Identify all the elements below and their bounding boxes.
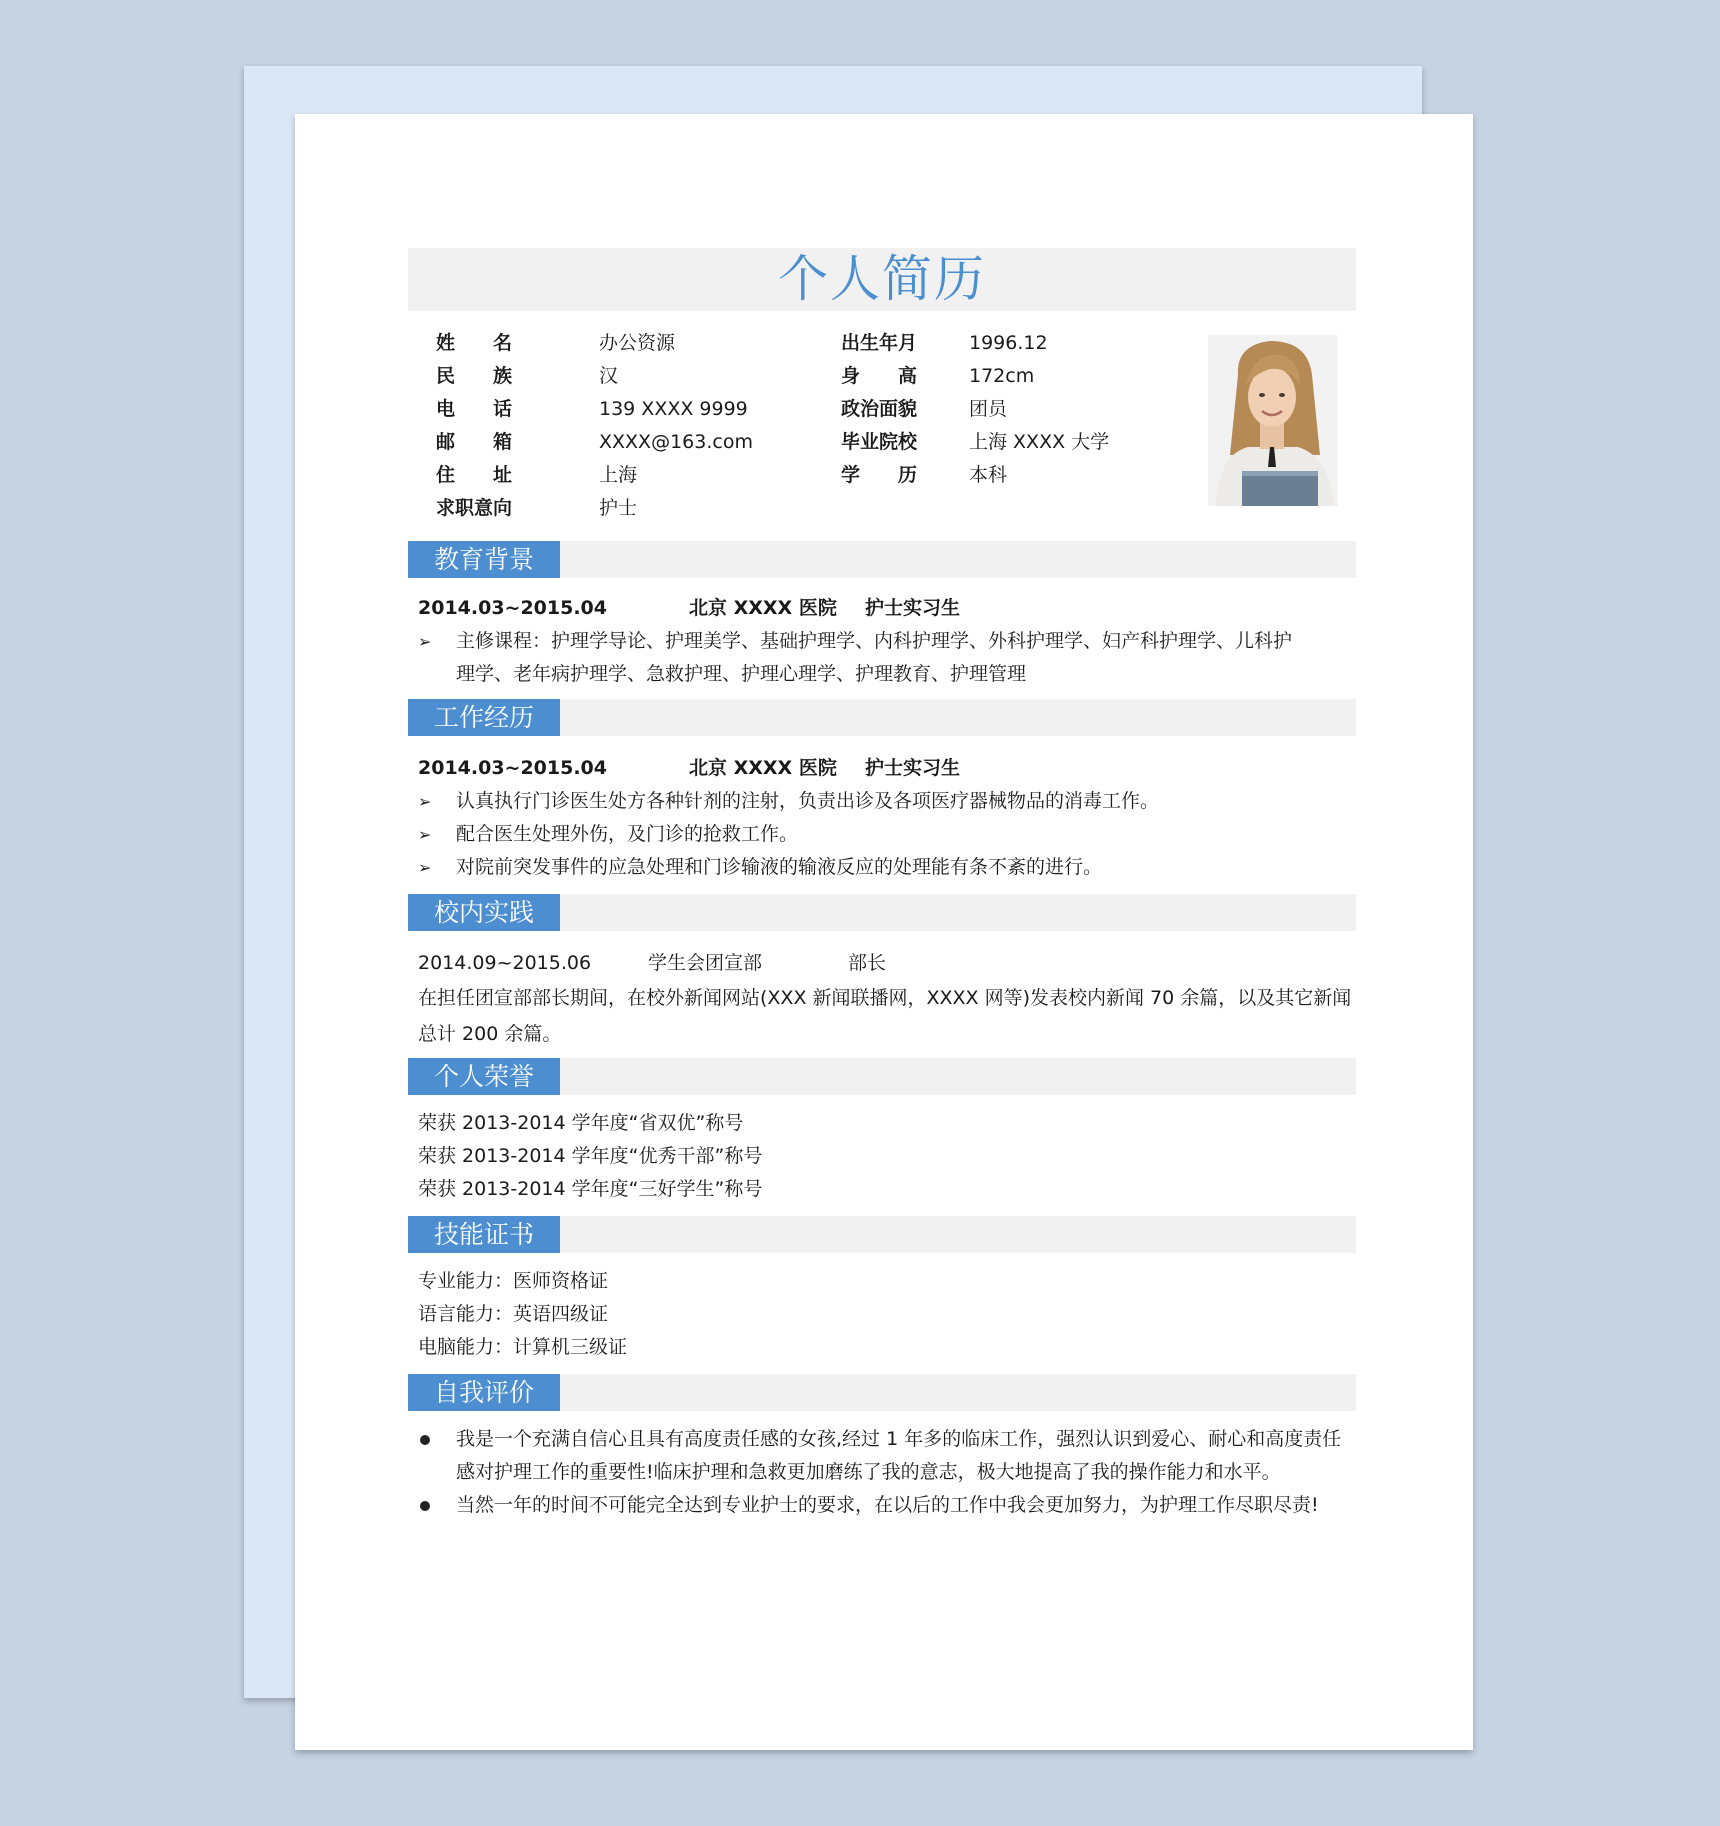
info-label: 政治面貌 <box>841 398 918 420</box>
self-eval-text: 感对护理工作的重要性!临床护理和急救更加磨练了我的意志，极大地提高了我的操作能力和水平。 <box>456 1461 1281 1483</box>
section-header-campus <box>408 894 1356 931</box>
work-entry-header <box>418 752 1356 785</box>
work-duty: 对院前突发事件的应急处理和门诊输液的输液反应的处理能有条不紊的进行。 <box>456 856 1103 878</box>
list-item <box>418 818 1356 851</box>
info-value: XXXX@163.com <box>599 431 753 453</box>
entry-role: 护士实习生 <box>865 597 961 619</box>
self-eval-text: 当然一年的时间不可能完全达到专业护士的要求，在以后的工作中我会更加努力，为护理工作尽职尽责! <box>456 1494 1319 1516</box>
info-value: 172cm <box>969 365 1035 387</box>
list-item-continuation <box>418 658 1356 691</box>
honors-block <box>408 1107 1356 1206</box>
section-header-education <box>408 541 1356 578</box>
info-value: 本科 <box>969 464 1008 486</box>
campus-entry-header <box>418 947 1356 980</box>
entry-org: 学生会团宣部 <box>648 952 763 974</box>
list-item <box>418 1489 1356 1522</box>
education-block <box>408 592 1356 691</box>
entry-role: 护士实习生 <box>865 757 961 779</box>
arrow-bullet-icon: ➢ <box>418 825 432 844</box>
info-value: 1996.12 <box>969 332 1048 354</box>
info-value: 办公资源 <box>599 332 676 354</box>
section-title: 校内实践 <box>408 894 560 931</box>
skill-item: 电脑能力：计算机三级证 <box>418 1336 628 1358</box>
arrow-bullet-icon: ➢ <box>418 858 432 877</box>
info-label: 电 话 <box>436 398 513 420</box>
basic-info <box>408 311 1356 541</box>
entry-role: 部长 <box>848 952 887 974</box>
list-item <box>418 785 1356 818</box>
section-title: 教育背景 <box>408 541 560 578</box>
list-item <box>418 1423 1356 1456</box>
list-item <box>418 851 1356 884</box>
honor-item: 荣获 2013-2014 学年度“优秀干部”称号 <box>418 1145 763 1167</box>
info-label: 求职意向 <box>436 497 513 519</box>
work-duty: 认真执行门诊医生处方各种针剂的注射，负责出诊及各项医疗器械物品的消毒工作。 <box>456 790 1160 812</box>
dot-bullet-icon <box>420 1501 430 1511</box>
info-value: 汉 <box>599 365 619 387</box>
courses-line: 主修课程：护理学导论、护理美学、基础护理学、内科护理学、外科护理学、妇产科护理学、儿科护 <box>456 630 1293 652</box>
courses-line: 理学、老年病护理学、急救护理、护理心理学、护理教育、护理管理 <box>456 663 1027 685</box>
section-header-self-evaluation <box>408 1374 1356 1411</box>
campus-block <box>408 947 1356 1052</box>
title-bar <box>408 248 1356 311</box>
work-duty: 配合医生处理外伤，及门诊的抢救工作。 <box>456 823 799 845</box>
skill-item: 语言能力：英语四级证 <box>418 1303 609 1325</box>
section-title: 个人荣誉 <box>408 1058 560 1095</box>
info-value: 护士 <box>599 497 638 519</box>
entry-date: 2014.03~2015.04 <box>418 597 607 619</box>
info-value: 上海 <box>599 464 638 486</box>
info-value: 上海 XXXX 大学 <box>969 431 1110 453</box>
section-title: 工作经历 <box>408 699 560 736</box>
resume-page <box>295 114 1473 1750</box>
profile-photo <box>1208 335 1338 506</box>
arrow-bullet-icon: ➢ <box>418 632 432 651</box>
info-label: 身 高 <box>841 365 918 387</box>
page-title: 个人简历 <box>778 250 986 308</box>
info-label: 住 址 <box>436 464 513 486</box>
campus-desc: 总计 200 余篇。 <box>418 1023 562 1045</box>
list-item-continuation <box>418 1456 1356 1489</box>
honor-item: 荣获 2013-2014 学年度“三好学生”称号 <box>418 1178 763 1200</box>
info-label: 学 历 <box>841 464 918 486</box>
campus-desc: 在担任团宣部部长期间，在校外新闻网站(XXX 新闻联播网，XXXX 网等)发表校内新闻 70 余篇，以及其它新闻 <box>418 987 1352 1009</box>
section-header-skills <box>408 1216 1356 1253</box>
work-block <box>408 752 1356 884</box>
entry-date: 2014.03~2015.04 <box>418 757 607 779</box>
education-entry-header <box>418 592 1356 625</box>
section-header-work <box>408 699 1356 736</box>
section-title: 自我评价 <box>408 1374 560 1411</box>
honor-item: 荣获 2013-2014 学年度“省双优”称号 <box>418 1112 744 1134</box>
info-label: 毕业院校 <box>841 431 918 453</box>
info-label: 邮 箱 <box>436 431 513 453</box>
dot-bullet-icon <box>420 1435 430 1445</box>
skill-item: 专业能力：医师资格证 <box>418 1270 609 1292</box>
list-item <box>418 625 1356 658</box>
entry-date: 2014.09~2015.06 <box>418 952 592 974</box>
info-label: 出生年月 <box>841 332 918 354</box>
info-value: 团员 <box>969 398 1008 420</box>
info-label: 姓 名 <box>436 332 513 354</box>
entry-org: 北京 XXXX 医院 <box>689 757 837 779</box>
section-title: 技能证书 <box>408 1216 560 1253</box>
info-label: 民 族 <box>436 365 513 387</box>
self-eval-text: 我是一个充满自信心且具有高度责任感的女孩,经过 1 年多的临床工作，强烈认识到爱心、耐心和高度责任 <box>456 1428 1342 1450</box>
skills-block <box>408 1265 1356 1364</box>
self-evaluation-block <box>408 1423 1356 1522</box>
section-header-honors <box>408 1058 1356 1095</box>
info-value: 139 XXXX 9999 <box>599 398 748 420</box>
entry-org: 北京 XXXX 医院 <box>689 597 837 619</box>
resume-content <box>408 248 1356 1522</box>
arrow-bullet-icon: ➢ <box>418 792 432 811</box>
